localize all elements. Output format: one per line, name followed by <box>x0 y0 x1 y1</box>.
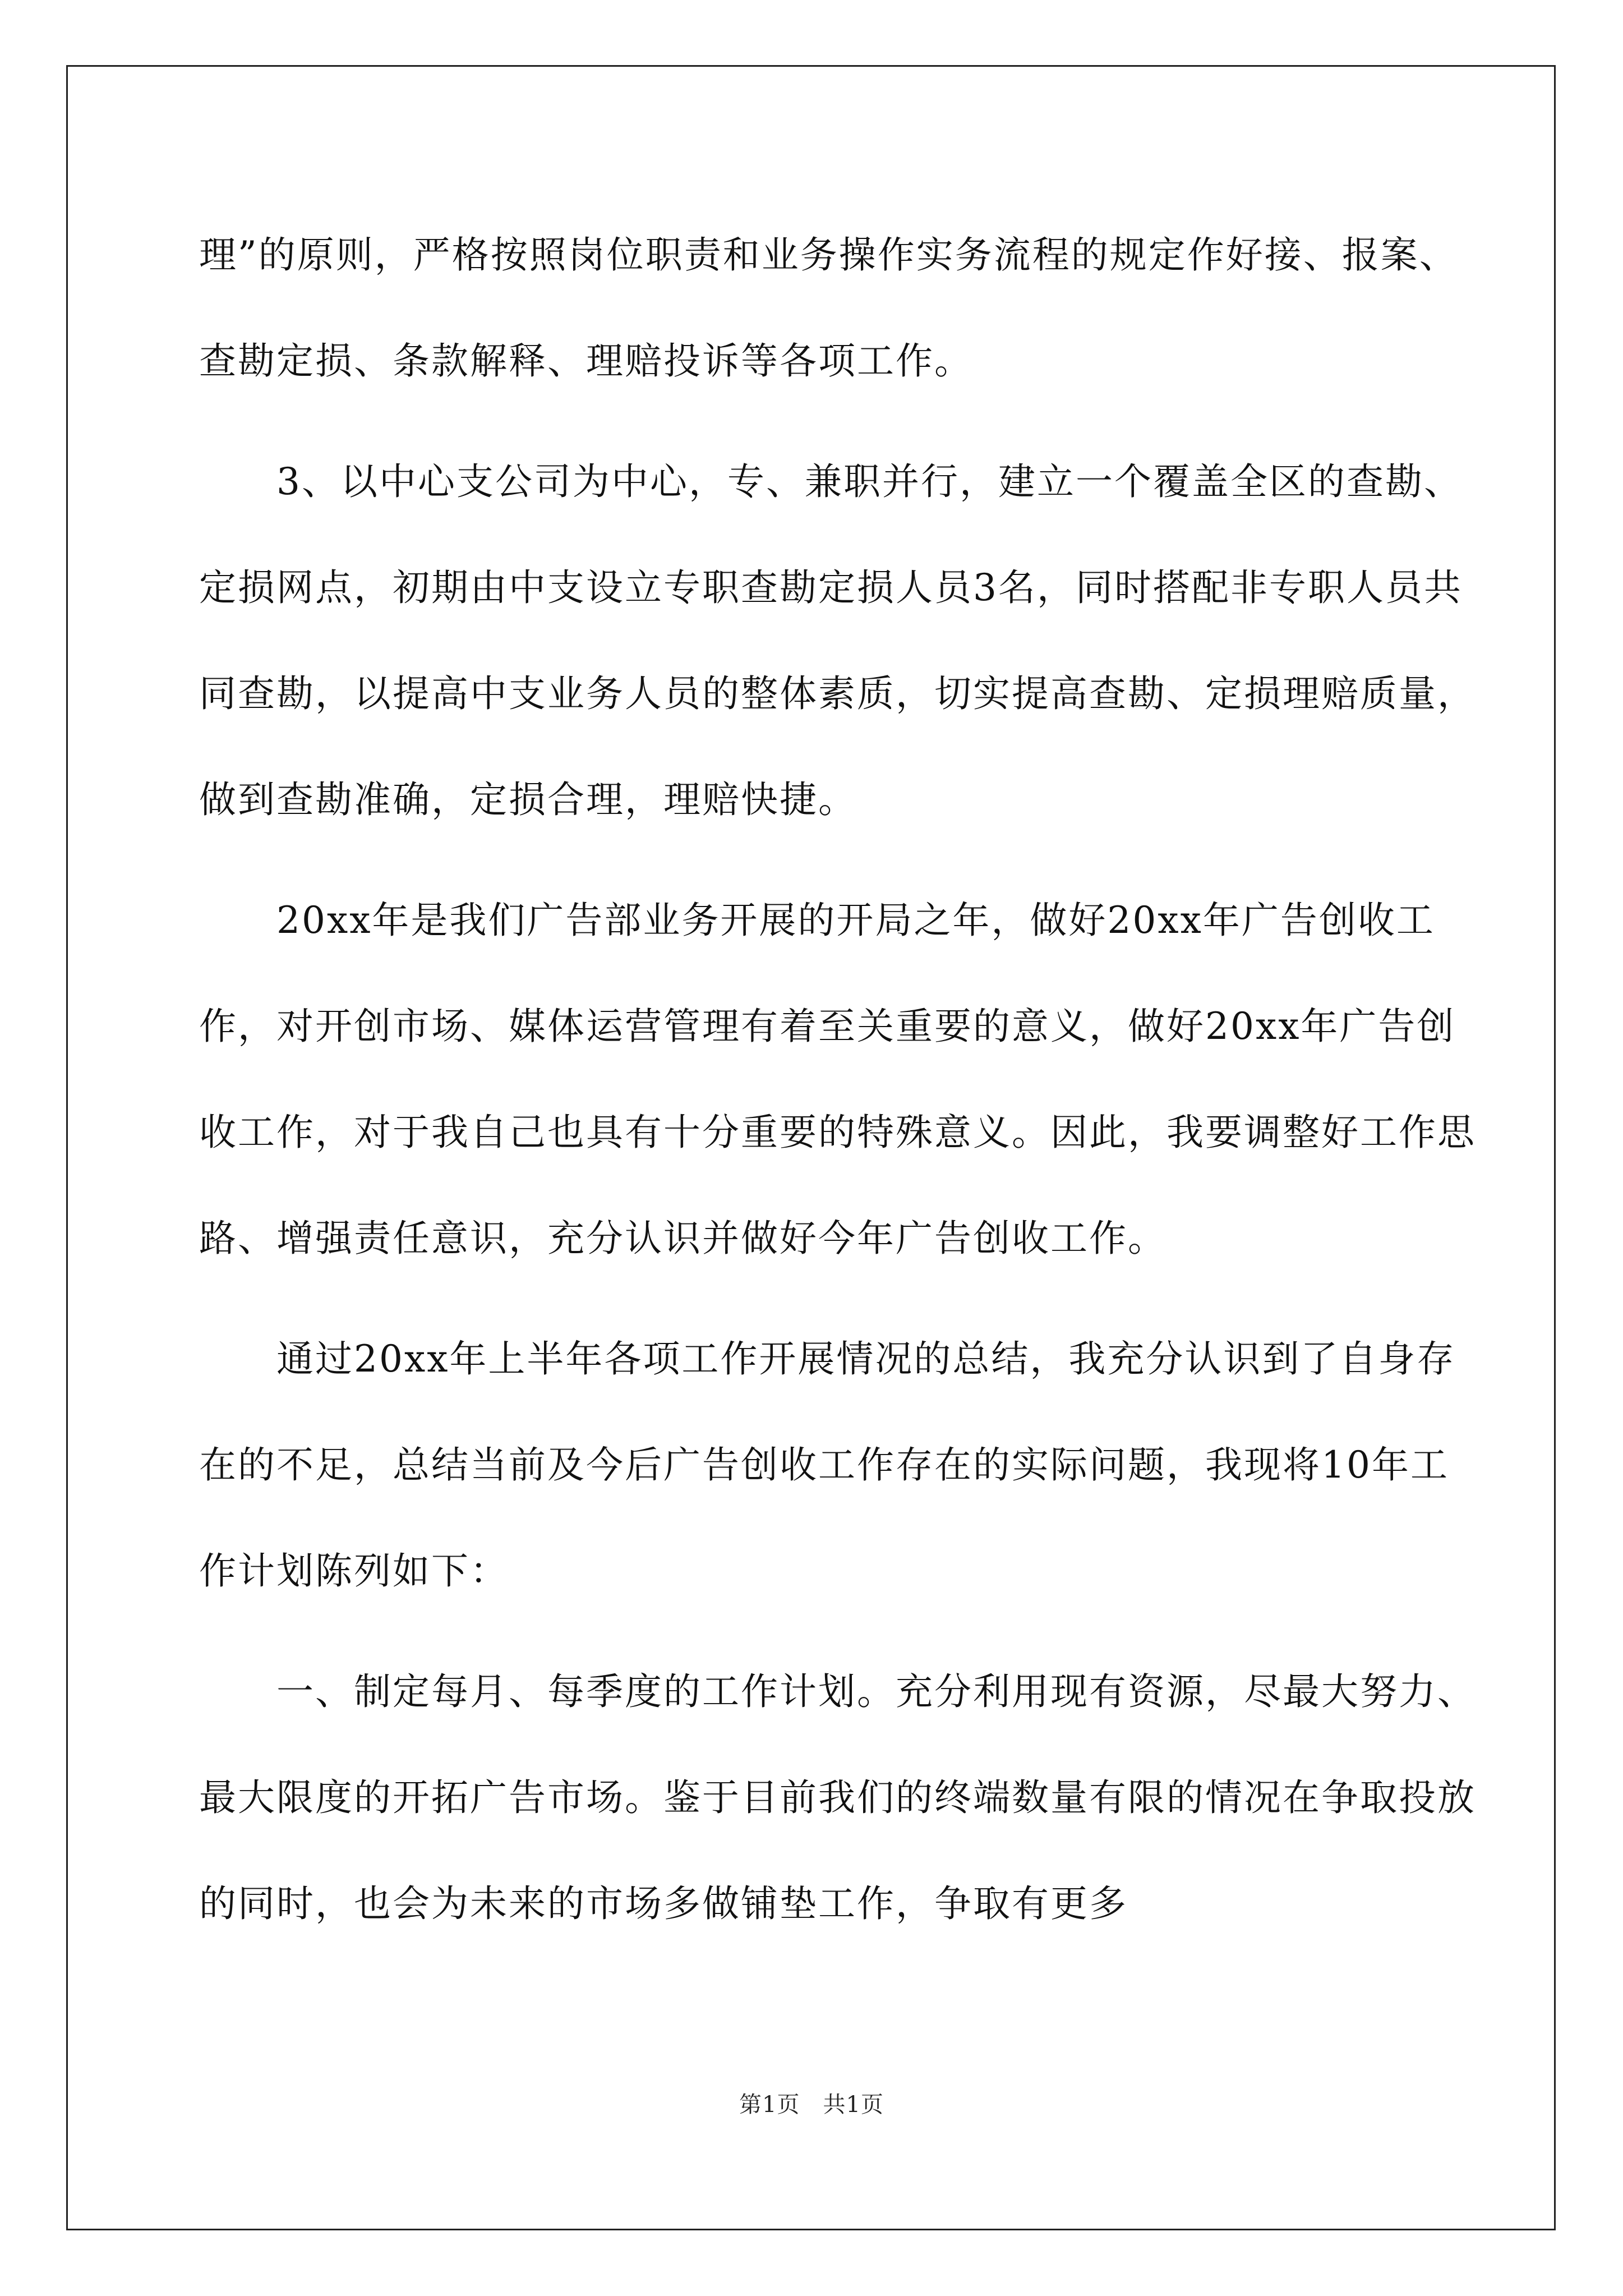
paragraph-ad-revenue-intro: 20xx年是我们广告部业务开展的开局之年，做好20xx年广告创收工作，对开创市场、媒体运营管理有着至关重要的意义，做好20xx年广告创收工作，对于我自己也具有十分重要的特殊意义。因此，我要调整好工作思路、增强责任意识，充分认识并做好今年广告创收工作。 <box>199 899 1476 1260</box>
paragraph-survey-network: 3、以中心支公司为中心，专、兼职并行，建立一个覆盖全区的查勘、定损网点，初期由中支设立专职查勘定损人员3名，同时搭配非专职人员共同查勘，以提高中支业务人员的整体素质，切实提高查勘、定损理赔质量，做到查勘准确，定损合理，理赔快捷。 <box>199 460 1476 821</box>
paragraph-summary: 通过20xx年上半年各项工作开展情况的总结，我充分认识到了自身存在的不足，总结当前及今后广告创收工作存在的实际问题，我现将10年工作计划陈列如下： <box>199 1337 1456 1593</box>
paragraph-monthly-plan: 一、制定每月、每季度的工作计划。充分利用现有资源，尽最大努力、最大限度的开拓广告市场。鉴于目前我们的终端数量有限的情况在争取投放的同时，也会为未来的市场多做铺垫工作，争取有更多 <box>199 1670 1476 1925</box>
page-footer: 第1页 共1页 <box>739 2092 884 2118</box>
document-body <box>199 202 1483 1971</box>
paragraph-continued: 理”的原则，严格按照岗位职责和业务操作实务流程的规定作好接、报案、查勘定损、条款解释、理赔投诉等各项工作。 <box>199 233 1458 383</box>
